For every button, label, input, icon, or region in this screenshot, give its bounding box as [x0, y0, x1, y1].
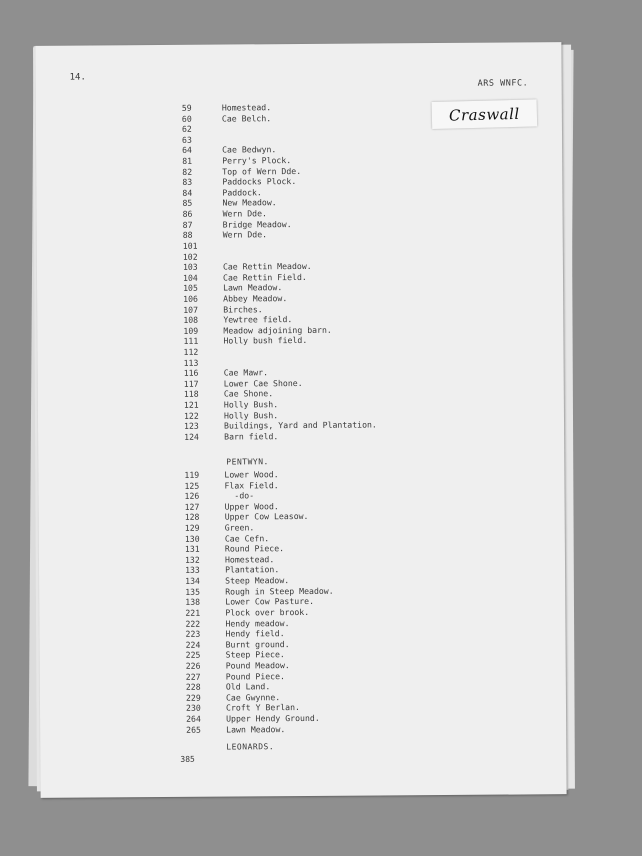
- field-number: 135: [185, 586, 201, 597]
- field-name: Homestead.: [221, 102, 272, 113]
- field-name: Cae Bedwyn.: [222, 144, 277, 155]
- field-name: Upper Wood.: [224, 500, 279, 512]
- field-number: 127: [184, 501, 200, 512]
- field-name: Top of Wern Dde.: [222, 165, 302, 177]
- field-number: 82: [182, 166, 193, 177]
- field-name: Barn field.: [224, 431, 279, 442]
- field-number: 113: [183, 357, 199, 368]
- field-name: Lower Cow Pasture.: [225, 596, 315, 607]
- field-number: 103: [182, 261, 198, 272]
- field-number: 88: [182, 230, 193, 241]
- section-heading-pentwyn: PENTWYN.: [226, 457, 269, 467]
- field-number: 119: [184, 469, 200, 480]
- field-number: 126: [184, 490, 200, 502]
- field-name: Lawn Meadow.: [226, 723, 286, 735]
- field-number: 133: [185, 565, 200, 576]
- field-name: Cae Shone.: [223, 388, 274, 399]
- field-number: 222: [185, 618, 201, 629]
- field-number: 59: [181, 102, 192, 113]
- field-name: Plantation.: [225, 564, 280, 576]
- field-number: 107: [183, 304, 199, 315]
- field-number: 226: [185, 660, 201, 671]
- field-name: Birches.: [223, 303, 263, 315]
- field-number: 134: [185, 575, 200, 586]
- field-name: Upper Hendy Ground.: [226, 712, 320, 724]
- field-name: Wern Dde.: [222, 208, 267, 219]
- field-name: Paddock.: [222, 187, 262, 198]
- field-number: 130: [184, 533, 200, 544]
- field-number: 125: [184, 480, 200, 491]
- field-number: 228: [185, 681, 201, 692]
- document-reference: ARS WNFC.: [477, 78, 529, 89]
- field-number: 265: [186, 724, 201, 735]
- field-number: 112: [183, 346, 199, 357]
- field-name: Meadow adjoining barn.: [223, 324, 332, 336]
- field-name: Cae Mawr.: [223, 367, 269, 378]
- field-number: 118: [183, 389, 199, 400]
- field-number: 85: [182, 198, 193, 209]
- field-name: Old Land.: [225, 681, 271, 692]
- field-name: Green.: [224, 522, 255, 533]
- field-number: 124: [184, 431, 199, 442]
- field-name: Cae Rettin Field.: [222, 271, 307, 283]
- list-item: [184, 430, 484, 443]
- field-name: Lower Wood.: [224, 469, 279, 480]
- field-name: Abbey Meadow.: [223, 293, 288, 304]
- list-item: [186, 722, 486, 735]
- field-name: Holly Bush.: [223, 399, 279, 410]
- field-number: 229: [185, 692, 201, 703]
- section-heading-leonards: LEONARDS.: [226, 742, 275, 752]
- field-name: Perry's Plock.: [222, 155, 292, 166]
- field-name: Cae Gwynne.: [225, 691, 281, 703]
- field-number: 83: [182, 177, 193, 188]
- field-number: 64: [182, 145, 193, 156]
- field-number: 86: [182, 208, 193, 219]
- field-name: Yewtree field.: [223, 314, 293, 325]
- field-number: 101: [182, 240, 198, 251]
- field-number: 227: [185, 671, 201, 682]
- field-number: 264: [186, 713, 201, 724]
- field-name: Lower Cae Shone.: [223, 377, 303, 389]
- field-name: New Meadow.: [222, 197, 277, 209]
- field-number: 121: [183, 399, 199, 410]
- field-name: Wern Dde.: [222, 229, 268, 240]
- field-list-group-1: [182, 101, 484, 443]
- field-name: Round Piece.: [224, 543, 285, 554]
- field-number: 62: [181, 123, 192, 135]
- field-name: Rough in Steep Meadow.: [225, 585, 334, 597]
- field-name: Homestead.: [224, 554, 275, 565]
- field-number: 224: [185, 639, 201, 650]
- field-number: 104: [182, 272, 198, 283]
- field-number: 63: [182, 134, 192, 145]
- field-name: Hendy meadow.: [225, 617, 290, 629]
- field-name: Cae Cefn.: [224, 532, 270, 544]
- field-number: 117: [183, 378, 199, 389]
- page-number: 14.: [69, 72, 86, 83]
- field-name: Bridge Meadow.: [222, 218, 292, 230]
- field-number: 116: [183, 367, 199, 379]
- field-number: 131: [184, 543, 200, 555]
- parish-label-text: Craswall: [448, 104, 520, 125]
- field-number: 111: [183, 336, 199, 347]
- field-number: 87: [182, 219, 193, 230]
- field-name: Croft Y Berlan.: [225, 702, 300, 713]
- field-name: Pound Meadow.: [225, 660, 290, 671]
- field-number: 106: [183, 293, 198, 304]
- field-number: 138: [185, 597, 201, 608]
- field-number: 60: [181, 113, 192, 124]
- field-name: Steep Piece.: [225, 649, 285, 660]
- field-number: 221: [185, 607, 201, 618]
- field-name: Holly Bush.: [223, 409, 279, 421]
- field-number: 84: [182, 187, 193, 198]
- field-name: Flax Field.: [224, 479, 279, 491]
- field-number: 122: [183, 410, 199, 421]
- field-name: Cae Rettin Meadow.: [222, 261, 312, 272]
- field-number: 123: [184, 420, 199, 432]
- field-name: Plock over brook.: [225, 606, 310, 618]
- trailing-number: 385: [180, 754, 195, 764]
- field-name: Upper Cow Leasow.: [224, 511, 309, 522]
- field-name: Steep Meadow.: [225, 575, 290, 586]
- field-name: Hendy field.: [225, 628, 285, 639]
- field-name: Holly bush field.: [223, 335, 308, 346]
- field-number: 230: [185, 703, 201, 714]
- field-number: 129: [184, 522, 200, 533]
- field-number: 81: [182, 155, 193, 166]
- field-name: Pound Piece.: [225, 670, 285, 682]
- field-name: -do-: [224, 490, 255, 501]
- field-name: Paddocks Plock.: [222, 176, 297, 187]
- field-number: 105: [183, 283, 198, 294]
- field-name: Lawn Meadow.: [223, 282, 283, 293]
- field-number: 132: [184, 554, 200, 565]
- field-number: 109: [183, 325, 199, 336]
- field-name: Cae Belch.: [221, 112, 272, 124]
- field-list-group-2: [184, 468, 486, 735]
- field-number: 128: [184, 512, 200, 523]
- document-page: [35, 42, 566, 798]
- field-name: Buildings, Yard and Plantation.: [224, 419, 377, 431]
- field-number: 225: [185, 650, 201, 661]
- field-number: 108: [183, 314, 199, 326]
- field-number: 102: [182, 251, 198, 262]
- field-name: Burnt ground.: [225, 638, 290, 650]
- field-number: 223: [185, 628, 201, 639]
